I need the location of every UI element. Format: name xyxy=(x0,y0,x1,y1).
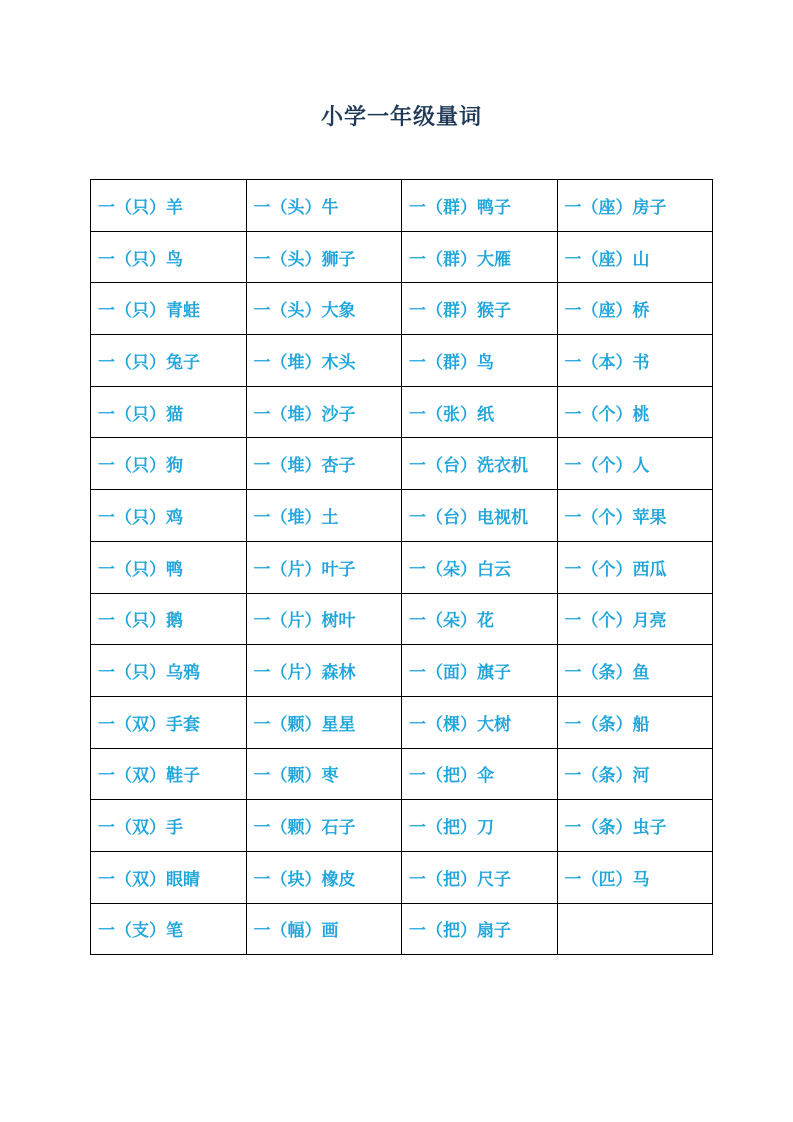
measure-word-entry: 一（个）桃 xyxy=(557,386,713,438)
measure-word-entry: 一（个）人 xyxy=(557,438,713,490)
measure-word-entry: 一（群）大雁 xyxy=(402,231,558,283)
measure-word-entry: 一（把）伞 xyxy=(402,748,558,800)
measure-word-entry: 一（头）大象 xyxy=(246,283,402,335)
table-row xyxy=(91,748,713,800)
measure-word-entry: 一（把）刀 xyxy=(402,800,558,852)
measure-word-entry: 一（块）橡皮 xyxy=(246,851,402,903)
measure-word-entry: 一（只）猫 xyxy=(91,386,247,438)
measure-word-entry: 一（朵）花 xyxy=(402,593,558,645)
table-row xyxy=(91,541,713,593)
table-row xyxy=(91,851,713,903)
table-row xyxy=(91,438,713,490)
measure-word-entry: 一（幅）画 xyxy=(246,903,402,955)
table-row xyxy=(91,231,713,283)
measure-word-entry: 一（只）羊 xyxy=(91,180,247,232)
measure-word-entry: 一（堆）沙子 xyxy=(246,386,402,438)
measure-word-entry: 一（台）洗衣机 xyxy=(402,438,558,490)
empty-cell xyxy=(557,903,713,955)
measure-word-entry: 一（张）纸 xyxy=(402,386,558,438)
table-row xyxy=(91,593,713,645)
measure-word-entry: 一（只）鸡 xyxy=(91,490,247,542)
measure-word-entry: 一（双）手套 xyxy=(91,696,247,748)
table-row xyxy=(91,180,713,232)
page-title: 小学一年级量词 xyxy=(320,104,482,130)
measure-word-entry: 一（片）叶子 xyxy=(246,541,402,593)
measure-word-entry: 一（台）电视机 xyxy=(402,490,558,542)
measure-word-entry: 一（群）鸟 xyxy=(402,335,558,387)
table-row xyxy=(91,903,713,955)
measure-word-table xyxy=(90,179,713,955)
measure-word-entry: 一（个）西瓜 xyxy=(557,541,713,593)
measure-word-entry: 一（片）树叶 xyxy=(246,593,402,645)
measure-word-entry: 一（座）房子 xyxy=(557,180,713,232)
table-row xyxy=(91,800,713,852)
measure-word-entry: 一（片）森林 xyxy=(246,645,402,697)
measure-word-entry: 一（只）青蛙 xyxy=(91,283,247,335)
measure-word-entry: 一（把）扇子 xyxy=(402,903,558,955)
measure-word-entry: 一（面）旗子 xyxy=(402,645,558,697)
measure-word-entry: 一（头）狮子 xyxy=(246,231,402,283)
measure-word-entry: 一（颗）枣 xyxy=(246,748,402,800)
measure-word-entry: 一（只）鸭 xyxy=(91,541,247,593)
measure-word-entry: 一（个）月亮 xyxy=(557,593,713,645)
table-row xyxy=(91,645,713,697)
measure-word-entry: 一（堆）杏子 xyxy=(246,438,402,490)
measure-word-entry: 一（双）手 xyxy=(91,800,247,852)
table-row xyxy=(91,696,713,748)
measure-word-entry: 一（双）眼睛 xyxy=(91,851,247,903)
table-row xyxy=(91,335,713,387)
measure-word-entry: 一（个）苹果 xyxy=(557,490,713,542)
measure-word-entry: 一（只）鹅 xyxy=(91,593,247,645)
measure-word-entry: 一（堆）木头 xyxy=(246,335,402,387)
table-row xyxy=(91,386,713,438)
measure-word-entry: 一（把）尺子 xyxy=(402,851,558,903)
measure-word-entry: 一（群）鸭子 xyxy=(402,180,558,232)
measure-word-entry: 一（条）河 xyxy=(557,748,713,800)
measure-word-entry: 一（本）书 xyxy=(557,335,713,387)
measure-word-entry: 一（群）猴子 xyxy=(402,283,558,335)
measure-word-entry: 一（匹）马 xyxy=(557,851,713,903)
table-row xyxy=(91,490,713,542)
measure-word-entry: 一（双）鞋子 xyxy=(91,748,247,800)
table-body xyxy=(91,180,713,955)
measure-word-entry: 一（座）山 xyxy=(557,231,713,283)
measure-word-entry: 一（只）兔子 xyxy=(91,335,247,387)
measure-word-entry: 一（棵）大树 xyxy=(402,696,558,748)
measure-word-entry: 一（头）牛 xyxy=(246,180,402,232)
measure-word-entry: 一（条）鱼 xyxy=(557,645,713,697)
measure-word-entry: 一（颗）星星 xyxy=(246,696,402,748)
measure-word-entry: 一（座）桥 xyxy=(557,283,713,335)
measure-word-entry: 一（条）虫子 xyxy=(557,800,713,852)
measure-word-entry: 一（朵）白云 xyxy=(402,541,558,593)
measure-word-entry: 一（条）船 xyxy=(557,696,713,748)
measure-word-entry: 一（只）狗 xyxy=(91,438,247,490)
measure-word-entry: 一（堆）土 xyxy=(246,490,402,542)
measure-word-entry: 一（支）笔 xyxy=(91,903,247,955)
measure-word-entry: 一（只）鸟 xyxy=(91,231,247,283)
measure-word-entry: 一（颗）石子 xyxy=(246,800,402,852)
measure-word-entry: 一（只）乌鸦 xyxy=(91,645,247,697)
table-row xyxy=(91,283,713,335)
